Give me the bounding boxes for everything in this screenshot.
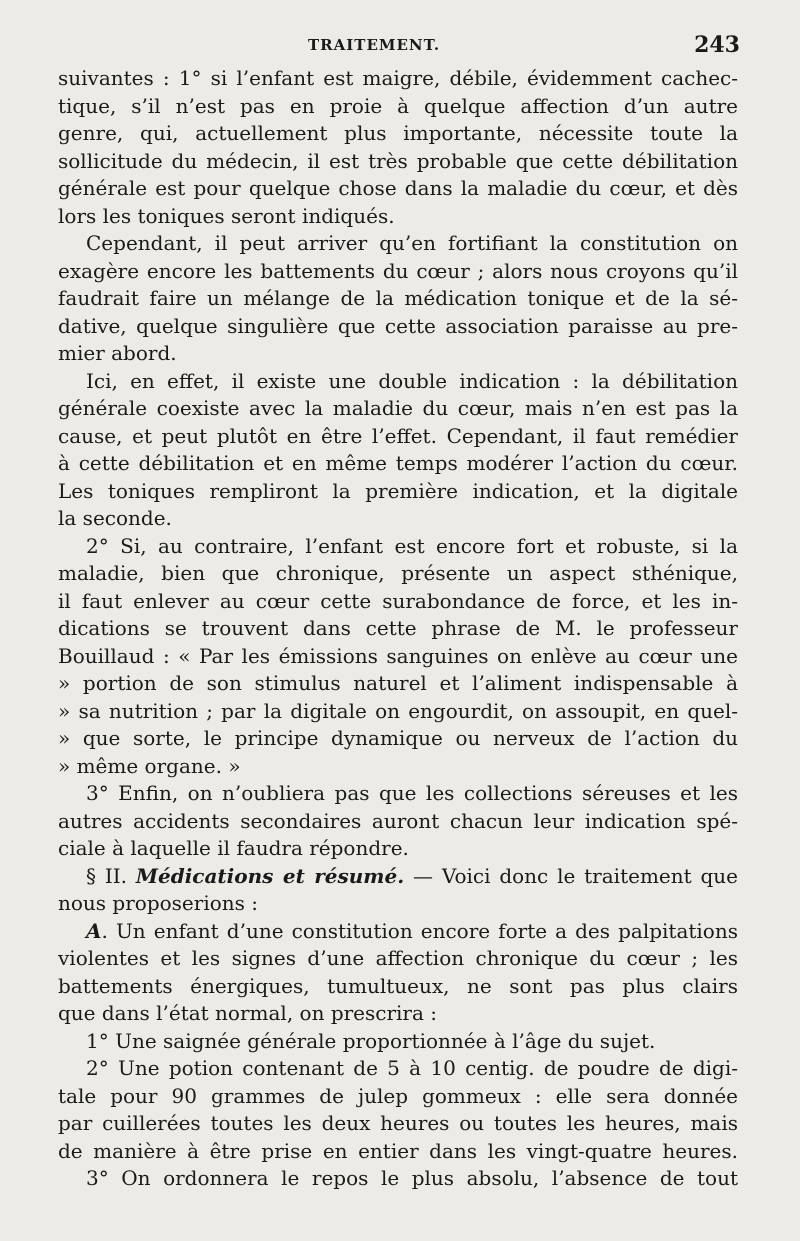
text-line: 2° Si, au contraire, l’enfant est encore fort et robuste, si la (86, 533, 738, 558)
text-line: battements énergiques, tumultueux, ne sont pas plus clairs (58, 973, 738, 998)
text-line: » que sorte, le principe dynamique ou nerveux de l’action du (58, 726, 738, 750)
text-line: autres accidents secondaires auront chacun leur indication spé- (58, 808, 738, 833)
text-line: Bouillaud : « Par les émissions sanguines on enlève au cœur une (58, 643, 738, 668)
text-line: la seconde. (58, 506, 172, 530)
text-line: à cette débilitation et en même temps modérer l’action du cœur. (58, 451, 738, 475)
text-line: A. Un enfant d’une constitution encore forte a des palpitations (86, 918, 738, 943)
text-line: sollicitude du médecin, il est très probable que cette débilitation (58, 148, 738, 173)
text-line: tale pour 90 grammes de julep gommeux : elle sera donnée (58, 1083, 738, 1108)
text-line: 3° On ordonnera le repos le plus absolu, l’absence de tout (86, 1166, 738, 1190)
text-line: faudrait faire un mélange de la médication tonique et de la sé- (58, 286, 738, 310)
text-line: générale coexiste avec la maladie du cœur, mais n’en est pas la (58, 396, 738, 420)
text-line: cause, et peut plutôt en être l’effet. Cependant, il faut remédier (58, 423, 738, 448)
text-line: » portion de son stimulus naturel et l’aliment indispensable à (58, 671, 738, 695)
text-line: ciale à laquelle il faudra répondre. (58, 836, 409, 860)
body-text (58, 65, 738, 1193)
text-line: par cuillerées toutes les deux heures ou toutes les heures, mais (58, 1111, 738, 1135)
text-line: violentes et les signes d’une affection chronique du cœur ; les (58, 946, 738, 970)
text-line: exagère encore les battements du cœur ; alors nous croyons qu’il (58, 258, 738, 283)
text-line: de manière à être prise en entier dans les vingt-quatre heures. (58, 1138, 738, 1163)
text-line: genre, qui, actuellement plus importante, nécessite toute la (58, 121, 738, 145)
text-line: 1° Une saignée générale proportionnée à l’âge du sujet. (86, 1028, 656, 1053)
text-line: lors les toniques seront indiqués. (58, 203, 395, 228)
text-line: 3° Enfin, on n’oubliera pas que les collections séreuses et les (86, 781, 738, 805)
text-line: générale est pour quelque chose dans la maladie du cœur, et dès (58, 176, 738, 200)
text-line: nous proposerions : (58, 891, 259, 915)
text-line: maladie, bien que chronique, présente un aspect sthénique, (58, 561, 738, 585)
text-line: » sa nutrition ; par la digitale on engourdit, on assoupit, en quel- (58, 698, 738, 723)
text-line: Cependant, il peut arriver qu’en fortifiant la constitution on (86, 231, 738, 255)
text-line: Ici, en effet, il existe une double indication : la débilitation (86, 368, 738, 393)
text-line: § II. Médications et résumé. — Voici donc le traitement que (86, 863, 738, 888)
text-line: mier abord. (58, 341, 177, 365)
text-line: il faut enlever au cœur cette surabondance de force, et les in- (58, 588, 738, 613)
text-line: dative, quelque singulière que cette association paraisse au pre- (58, 313, 738, 338)
text-line: que dans l’état normal, on prescrira : (58, 1001, 438, 1025)
text-line: Les toniques rempliront la première indication, et la digitale (58, 478, 738, 503)
page-header (60, 32, 740, 64)
text-line: » même organe. » (58, 753, 241, 778)
text-line: dications se trouvent dans cette phrase de M. le professeur (58, 616, 738, 640)
running-title: TRAITEMENT. (308, 36, 441, 54)
text-line: suivantes : 1° si l’enfant est maigre, débile, évidemment cachec- (58, 66, 738, 90)
text-line: tique, s’il n’est pas en proie à quelque affection d’un autre (58, 93, 738, 118)
text-line: 2° Une potion contenant de 5 à 10 centig. de poudre de digi- (86, 1056, 738, 1080)
page-number: 243 (694, 32, 740, 58)
